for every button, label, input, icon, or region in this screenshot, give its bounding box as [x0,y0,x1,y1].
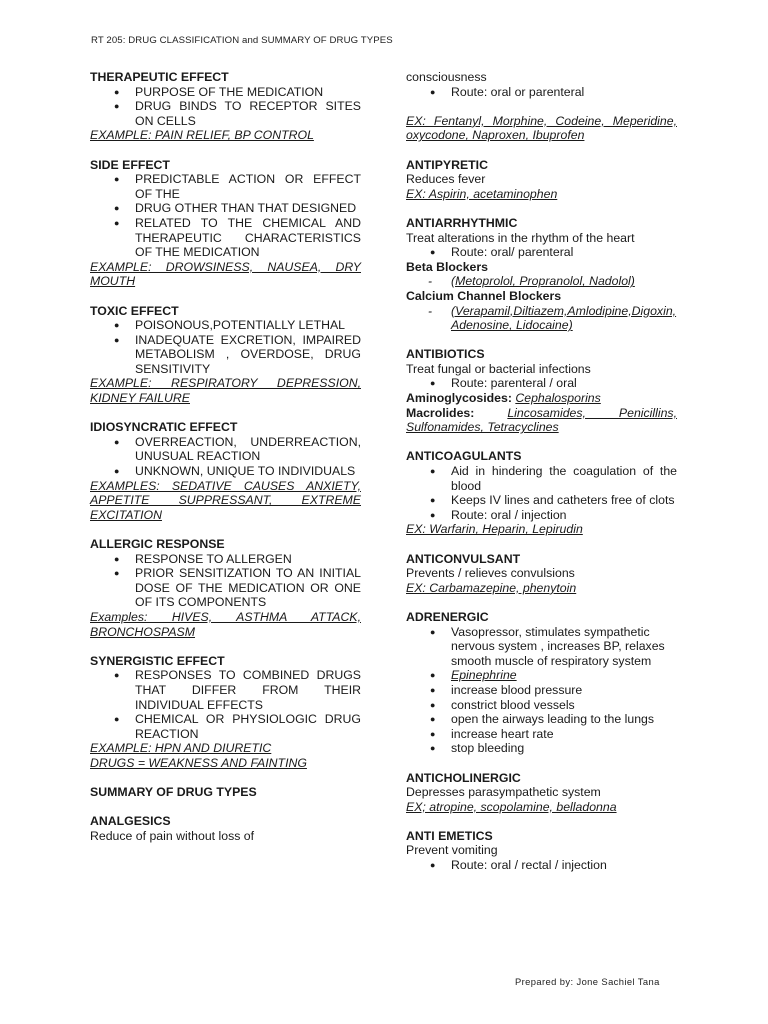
list-item: ● Route: oral / rectal / injection [406,858,677,873]
list-item: ● Route: oral or parenteral [406,85,677,100]
list-item: ● Route: oral / injection [406,508,677,523]
list-item: ● DRUG BINDS TO RECEPTOR SITES ON CELLS [90,99,361,128]
list-item: ● OVERREACTION, UNDERREACTION, UNUSUAL REACTION [90,435,361,464]
section-analgesics-continued [406,70,677,143]
list-item: ● PREDICTABLE ACTION OR EFFECT OF THE [90,172,361,201]
bullet-list [406,464,677,522]
list-item: ● RELATED TO THE CHEMICAL AND THERAPEUTIC CHARACTERISTICS OF THE MEDICATION [90,216,361,260]
bullet-list [90,85,361,129]
section-title: ANTIARRHYTHMIC [406,215,518,230]
list-item: ● RESPONSES TO COMBINED DRUGS THAT DIFFER FROM THEIR INDIVIDUAL EFFECTS [90,668,361,712]
section-title: ANTI EMETICS [406,828,493,843]
subsection-title: Calcium Channel Blockers [406,288,562,303]
section-title: ANTIBIOTICS [406,347,485,362]
section-analgesics [90,814,361,843]
bullet-list [406,85,677,100]
subsection-title: Beta Blockers [406,259,489,274]
example-text: EX: Aspirin, acetaminophen [406,186,558,201]
list-item: ● Route: oral/ parenteral [406,245,677,260]
section-side-effect [90,158,361,289]
section-title: ANALGESICS [90,814,171,829]
list-item: ● constrict blood vessels [406,698,677,713]
list-item: ● increase blood pressure [406,683,677,698]
list-item: ● RESPONSE TO ALLERGEN [90,552,361,567]
page-header: RT 205: DRUG CLASSIFICATION and SUMMARY OF DRUG TYPES [91,35,393,46]
page-footer: Prepared by: Jone Sachiel Tana [515,976,660,987]
list-item: ● increase heart rate [406,727,677,742]
value: Cephalosporins [515,391,601,406]
dash-list [406,304,677,333]
list-item: ● DRUG OTHER THAN THAT DESIGNED [90,201,361,216]
example-text: EX; atropine, scopolamine, belladonna [406,799,617,814]
list-item: ● Aid in hindering the coagulation of the blood [406,464,677,493]
section-anticholinergic [406,771,677,815]
dash-list [406,274,677,289]
body-text: consciousness [406,70,487,84]
section-title: ALLERGIC RESPONSE [90,537,225,551]
section-anticonvulsant [406,552,677,596]
bullet-list [90,318,361,376]
list-item: ● INADEQUATE EXCRETION, IMPAIRED METABOLISM , OVERDOSE, DRUG SENSITIVITY [90,333,361,377]
section-title: SUMMARY OF DRUG TYPES [90,785,257,800]
example-text: EX: Carbamazepine, phenytoin [406,580,577,595]
example-text: EXAMPLES: SEDATIVE CAUSES ANXIETY, APPETITE SUPPRESSANT, EXTREME EXCITATION [90,478,361,522]
list-item: ● Vasopressor, stimulates sympathetic nervous system , increases BP, relaxes smooth muscle of respiratory system [406,625,677,669]
label: Aminoglycosides: [406,391,512,406]
example-text: Examples: HIVES, ASTHMA ATTACK, BRONCHOSPASM [90,609,361,639]
section-title: ANTICOAGULANTS [406,449,522,464]
body-text: Prevents / relieves convulsions [406,566,575,581]
section-idiosyncratic-effect [90,420,361,522]
bullet-list [406,858,677,873]
example-text: EXAMPLE: PAIN RELIEF, BP CONTROL [90,128,314,143]
section-title: TOXIC EFFECT [90,303,179,318]
bullet-list [406,625,677,756]
section-title: ANTICONVULSANT [406,551,521,566]
section-title: IDIOSYNCRATIC EFFECT [90,420,238,435]
section-adrenergic [406,610,677,756]
label: Macrolides: [406,405,475,420]
body-text: Reduces fever [406,172,486,187]
body-text: Reduce of pain without loss of [90,828,255,843]
bullet-list [406,245,677,260]
list-item: ● UNKNOWN, UNIQUE TO INDIVIDUALS [90,464,361,479]
aminoglycosides-line [406,391,677,406]
list-item: ● CHEMICAL OR PHYSIOLOGIC DRUG REACTION [90,712,361,741]
list-item: ● PURPOSE OF THE MEDICATION [90,85,361,100]
section-title: SYNERGISTIC EFFECT [90,653,225,668]
list-item: ● stop bleeding [406,741,677,756]
bullet-list [90,435,361,479]
list-item: - (Verapamil,Diltiazem,Amlodipine,Digoxin,Adenosine, Lidocaine) [406,304,677,333]
section-title: ANTICHOLINERGIC [406,770,521,785]
list-item: ● POISONOUS,POTENTIALLY LETHAL [90,318,361,333]
list-item: - (Metoprolol, Propranolol, Nadolol) [406,274,677,289]
example-text: EX: Fentanyl, Morphine, Codeine, Meperidine, oxycodone, Naproxen, Ibuprofen [406,113,677,143]
section-therapeutic-effect [90,70,361,143]
bullet-list [90,172,361,260]
summary-title [90,785,361,800]
right-column [406,70,677,873]
section-antibiotics [406,347,677,435]
example-text: EXAMPLE: HPN AND DIURETIC [90,741,272,756]
section-title: SIDE EFFECT [90,157,170,172]
body-text: Treat fungal or bacterial infections [406,361,591,376]
section-antiarrhythmic [406,216,677,333]
left-column [90,70,361,843]
bullet-list [90,552,361,610]
macrolides-line [406,406,677,435]
section-synergistic-effect [90,654,361,771]
section-allergic-response [90,537,361,639]
list-item: ● open the airways leading to the lungs [406,712,677,727]
value: Lincosamides, Penicillins, Sulfonamides, Tetracyclines [406,405,677,435]
section-anticoagulants [406,449,677,537]
list-item: ● PRIOR SENSITIZATION TO AN INITIAL DOSE OF THE MEDICATION OR ONE OF ITS COMPONENTS [90,566,361,610]
list-item: ● Epinephrine [406,668,677,683]
section-antipyretic [406,158,677,202]
bullet-list [90,668,361,741]
section-toxic-effect [90,304,361,406]
section-title: ADRENERGIC [406,609,489,624]
section-title: ANTIPYRETIC [406,157,488,172]
list-item: ● Route: parenteral / oral [406,376,677,391]
example-text: EX: Warfarin, Heparin, Lepirudin [406,522,583,537]
body-text: Depresses parasympathetic system [406,785,601,800]
example-text: EXAMPLE: RESPIRATORY DEPRESSION, KIDNEY FAILURE [90,376,361,406]
bullet-list [406,376,677,391]
list-item: ● Keeps IV lines and catheters free of clots [406,493,677,508]
example-text: EXAMPLE: DROWSINESS, NAUSEA, DRY MOUTH [90,259,361,289]
section-title: THERAPEUTIC EFFECT [90,70,229,84]
body-text: Prevent vomiting [406,843,498,858]
body-text: Treat alterations in the rhythm of the heart [406,230,635,245]
example-text: DRUGS = WEAKNESS AND FAINTING [90,755,307,770]
section-antiemetics [406,829,677,873]
